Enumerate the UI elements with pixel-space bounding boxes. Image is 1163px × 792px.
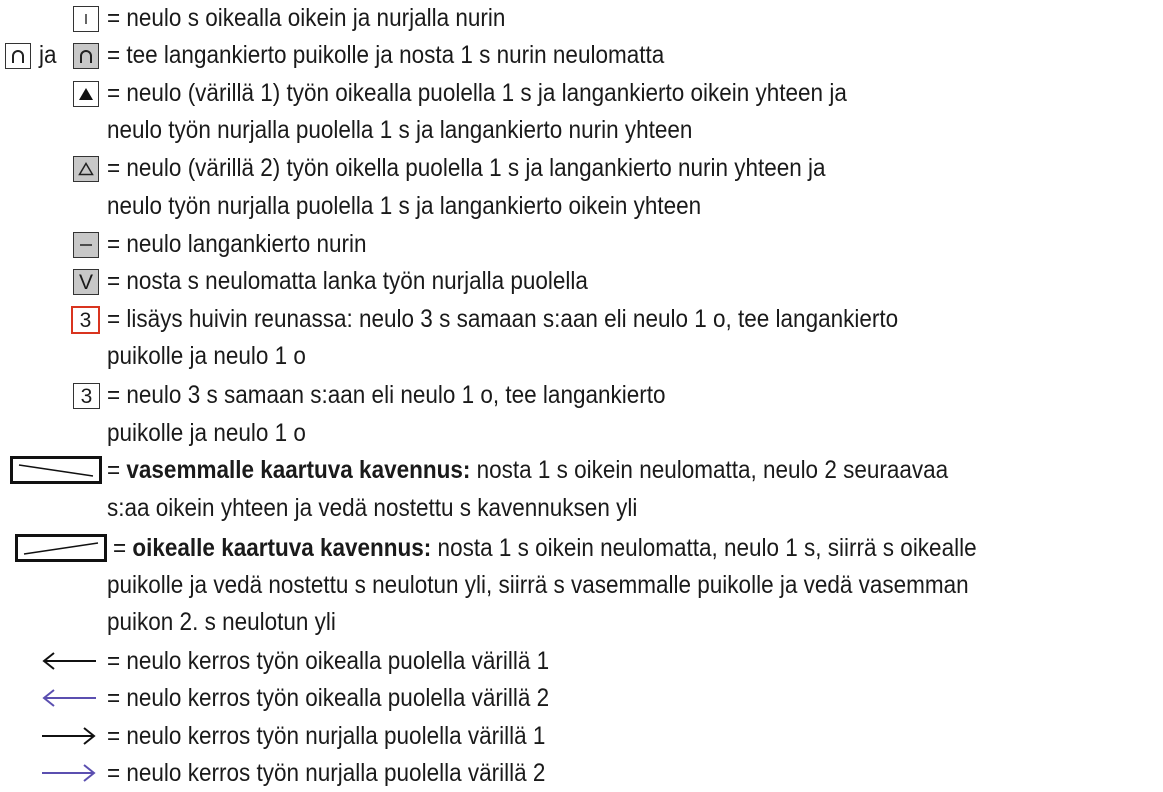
increase-icon: 3 bbox=[73, 383, 100, 409]
legend-text: puikolle ja neulo 1 o bbox=[107, 342, 306, 370]
legend-text: = neulo kerros työn nurjalla puolella värillä 1 bbox=[107, 722, 546, 750]
prefix: = bbox=[113, 534, 133, 562]
rest: nosta 1 s oikein neulomatta, neulo 1 s, siirrä s oikealle bbox=[431, 534, 977, 562]
legend-text: s:aa oikein yhteen ja vedä nostettu s kavennuksen yli bbox=[107, 494, 638, 522]
legend-text bbox=[107, 455, 948, 485]
bold-term: vasemmalle kaartuva kavennus: bbox=[126, 456, 471, 484]
right-decrease-icon bbox=[15, 534, 107, 562]
legend-text: = neulo kerros työn oikealla puolella värillä 1 bbox=[107, 647, 550, 675]
legend-text: neulo työn nurjalla puolella 1 s ja langankierto nurin yhteen bbox=[107, 116, 693, 144]
outline-triangle-icon bbox=[73, 156, 99, 182]
legend-text: = neulo (värillä 1) työn oikealla puolella 1 s ja langankierto oikein yhteen ja bbox=[107, 79, 847, 107]
legend-text bbox=[113, 533, 977, 563]
joiner-text: ja bbox=[39, 41, 57, 69]
legend-text: puikolle ja neulo 1 o bbox=[107, 419, 306, 447]
right-arrow-icon bbox=[40, 726, 98, 746]
legend-text: puikolle ja vedä nostettu s neulotun yli, siirrä s vasemmalle puikolle ja vedä vasemman bbox=[107, 571, 969, 599]
legend-text: = nosta s neulomatta lanka työn nurjalla puolella bbox=[107, 267, 588, 295]
arch-grey-icon bbox=[73, 43, 99, 69]
legend-text: = neulo kerros työn oikealla puolella värillä 2 bbox=[107, 684, 550, 712]
edge-increase-icon: 3 bbox=[71, 306, 100, 334]
arch-icon bbox=[5, 43, 31, 69]
legend-text: = neulo langankierto nurin bbox=[107, 230, 367, 258]
legend-text: = lisäys huivin reunassa: neulo 3 s samaan s:aan eli neulo 1 o, tee langankierto bbox=[107, 305, 899, 333]
bold-term: oikealle kaartuva kavennus: bbox=[132, 534, 432, 562]
rest: nosta 1 s oikein neulomatta, neulo 2 seuraavaa bbox=[470, 456, 949, 484]
legend-text: neulo työn nurjalla puolella 1 s ja langankierto oikein yhteen bbox=[107, 192, 702, 220]
prefix: = bbox=[107, 456, 127, 484]
left-decrease-icon bbox=[10, 456, 102, 484]
legend-text: = neulo (värillä 2) työn oikella puolella 1 s ja langankierto nurin yhteen ja bbox=[107, 154, 826, 182]
dash-icon bbox=[73, 232, 99, 258]
filled-triangle-icon bbox=[73, 81, 99, 107]
left-arrow-icon bbox=[40, 688, 98, 708]
knit-symbol-icon bbox=[73, 6, 99, 32]
legend-text: = neulo kerros työn nurjalla puolella värillä 2 bbox=[107, 759, 546, 787]
slip-v-icon: V bbox=[73, 269, 99, 295]
legend-text: puikon 2. s neulotun yli bbox=[107, 608, 336, 636]
legend-text: = tee langankierto puikolle ja nosta 1 s nurin neulomatta bbox=[107, 41, 665, 69]
right-arrow-icon bbox=[40, 763, 98, 783]
legend-text: = neulo s oikealla oikein ja nurjalla nurin bbox=[107, 4, 506, 32]
left-arrow-icon bbox=[40, 651, 98, 671]
legend-text: = neulo 3 s samaan s:aan eli neulo 1 o, tee langankierto bbox=[107, 381, 666, 409]
